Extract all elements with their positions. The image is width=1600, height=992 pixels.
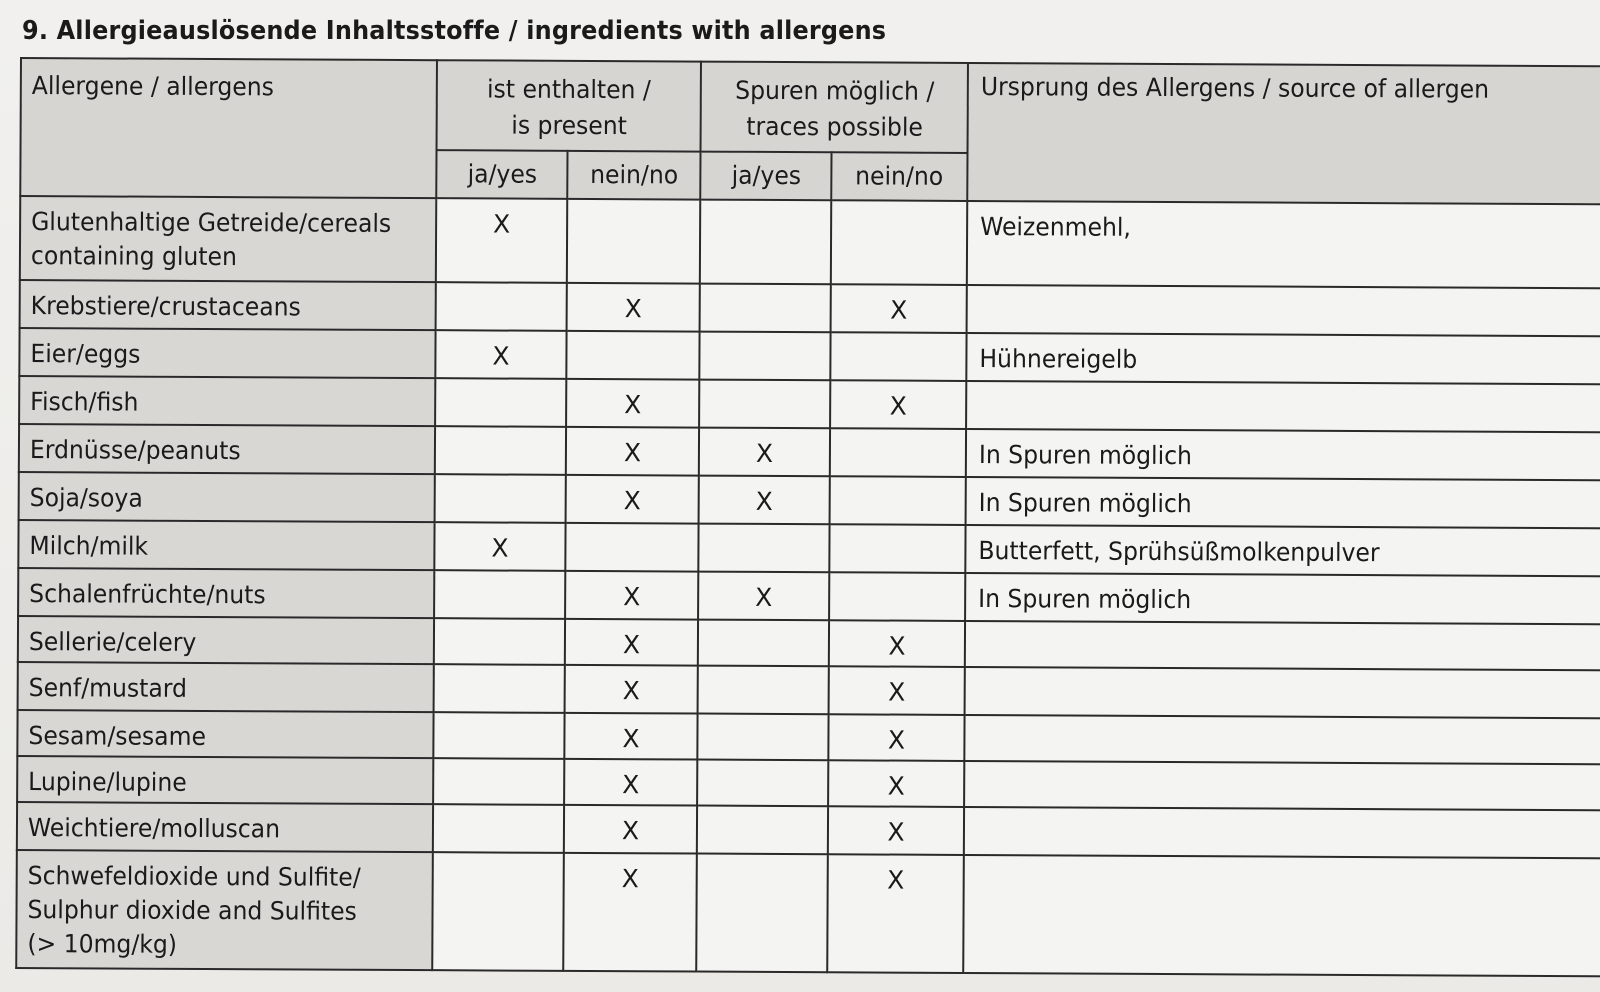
present-yes-mark: X <box>436 198 567 283</box>
traces-yes-mark <box>696 854 828 973</box>
present-yes-mark <box>432 852 564 971</box>
traces-yes-mark <box>698 620 829 667</box>
allergen-table <box>15 57 1600 977</box>
present-no-mark: X <box>566 427 699 476</box>
allergen-source-cell <box>967 201 1600 288</box>
allergen-name-cell <box>19 424 435 474</box>
allergen-name: Schwefeldioxide und Sulfite/ <box>27 861 361 892</box>
table-row <box>18 568 1600 624</box>
table-row <box>20 196 1600 288</box>
traces-no-mark: X <box>829 666 965 715</box>
allergen-name-cell <box>16 850 433 970</box>
traces-no-mark: X <box>828 714 964 761</box>
present-yes-mark <box>434 618 565 665</box>
traces-no-mark: X <box>829 620 965 667</box>
traces-yes-mark: X <box>699 428 830 477</box>
allergen-name: Milch/milk <box>29 531 149 561</box>
allergen-name: Lupine/lupine <box>28 767 187 797</box>
table-row <box>16 850 1600 976</box>
header-present-no: nein/no <box>567 151 700 200</box>
allergen-name: Sulphur dioxide and Sulfites <box>27 895 357 926</box>
header-source: Ursprung des Allergens / source of allergen <box>967 63 1600 204</box>
allergen-name: Soja/soya <box>29 483 143 513</box>
header-present-line1: ist enthalten / <box>486 74 651 105</box>
allergen-name-cell <box>19 328 435 378</box>
traces-no-mark: X <box>830 380 966 429</box>
traces-no-mark <box>831 200 967 285</box>
table-row <box>17 756 1600 810</box>
header-traces-no: nein/no <box>831 152 967 201</box>
traces-no-mark <box>830 476 966 525</box>
allergen-source: In Spuren möglich <box>978 584 1192 615</box>
present-no-mark: X <box>566 475 699 524</box>
traces-no-mark: X <box>828 806 964 855</box>
present-yes-mark <box>435 378 566 427</box>
traces-no-mark: X <box>827 854 964 973</box>
present-no-mark: X <box>567 283 700 332</box>
present-yes-mark: X <box>435 330 566 379</box>
allergen-name: Sesam/sesame <box>28 721 207 751</box>
traces-yes-mark: X <box>698 572 829 621</box>
section-title: 9. Allergieauslösende Inhaltsstoffe / ingredients with allergens <box>22 16 887 46</box>
present-yes-mark <box>433 758 564 805</box>
allergen-source-cell <box>964 715 1600 764</box>
allergen-name: Senf/mustard <box>28 673 188 703</box>
present-no-mark: X <box>566 379 699 428</box>
allergen-name-cell <box>18 568 434 618</box>
present-no-mark <box>566 331 699 380</box>
table-row <box>19 376 1600 432</box>
allergen-source-cell <box>966 477 1600 528</box>
present-no-mark <box>565 523 698 572</box>
allergen-source: Weizenmehl, <box>980 212 1132 242</box>
allergen-name: Krebstiere/crustaceans <box>30 291 301 322</box>
present-no-mark: X <box>564 713 697 760</box>
table-row <box>18 520 1600 576</box>
traces-yes-mark <box>697 760 828 807</box>
traces-no-mark: X <box>831 284 967 333</box>
allergen-name: (> 10mg/kg) <box>27 929 178 959</box>
allergen-source-cell <box>963 855 1600 976</box>
present-yes-mark <box>433 712 564 759</box>
allergen-source-cell <box>966 333 1600 384</box>
traces-yes-mark: X <box>699 476 830 525</box>
present-yes-mark: X <box>434 522 565 571</box>
traces-no-mark <box>830 428 966 477</box>
header-traces-possible <box>701 62 968 153</box>
header-traces-line2: traces possible <box>745 111 923 142</box>
header-present-yes: ja/yes <box>436 150 567 199</box>
traces-yes-mark <box>697 806 828 855</box>
allergen-source: In Spuren möglich <box>978 440 1193 471</box>
present-no-mark: X <box>565 619 698 666</box>
header-traces-yes: ja/yes <box>700 152 831 201</box>
allergen-source-cell <box>965 621 1600 670</box>
traces-yes-mark <box>700 200 831 285</box>
present-no-mark: X <box>564 759 697 806</box>
allergen-source: Hühnereigelb <box>979 344 1138 374</box>
traces-no-mark: X <box>828 760 964 807</box>
allergen-name-cell <box>19 472 435 522</box>
present-no-mark: X <box>563 853 697 972</box>
allergen-name-cell <box>19 376 435 426</box>
traces-yes-mark <box>697 714 828 761</box>
traces-yes-mark <box>698 666 829 715</box>
allergen-source-cell <box>964 761 1600 810</box>
allergen-source-cell <box>965 667 1600 718</box>
present-no-mark: X <box>565 571 698 620</box>
present-yes-mark <box>435 426 566 475</box>
allergen-name-cell <box>18 520 434 570</box>
allergen-name: Sellerie/celery <box>28 627 197 657</box>
allergen-source-cell <box>965 525 1600 576</box>
allergen-table-body <box>16 196 1600 976</box>
present-no-mark: X <box>564 805 697 854</box>
allergen-source-cell <box>966 381 1600 432</box>
allergen-table-wrapper <box>15 57 1600 977</box>
allergen-name: Erdnüsse/peanuts <box>29 435 241 466</box>
allergen-name: Weichtiere/molluscan <box>27 813 281 844</box>
allergen-source-cell <box>967 285 1600 336</box>
allergen-name-cell <box>17 802 433 852</box>
allergen-source-cell <box>965 573 1600 624</box>
traces-no-mark <box>829 572 965 621</box>
table-row <box>17 802 1600 858</box>
table-row <box>19 424 1600 480</box>
traces-no-mark <box>829 524 965 573</box>
allergen-name-cell <box>20 196 436 282</box>
allergen-name-cell <box>18 662 434 712</box>
table-row <box>17 710 1600 764</box>
present-yes-mark <box>433 804 564 853</box>
traces-yes-mark <box>700 284 831 333</box>
table-row <box>18 616 1600 670</box>
allergen-source-cell <box>966 429 1600 480</box>
table-row <box>19 328 1600 384</box>
allergen-source: Butterfett, Sprühsüßmolkenpulver <box>978 536 1380 568</box>
allergen-name: Glutenhaltige Getreide/cereals <box>31 207 392 238</box>
table-row <box>20 280 1600 336</box>
header-is-present <box>437 60 701 151</box>
header-present-line2: is present <box>510 110 627 141</box>
traces-no-mark <box>830 332 966 381</box>
allergen-source-cell <box>964 807 1600 858</box>
allergen-name-cell <box>17 710 433 758</box>
present-yes-mark <box>435 474 566 523</box>
header-traces-line1: Spuren möglich / <box>734 75 935 106</box>
present-yes-mark <box>436 282 567 331</box>
allergen-name-cell <box>20 280 436 330</box>
traces-yes-mark <box>699 380 830 429</box>
allergen-name: containing gluten <box>30 241 237 272</box>
table-row <box>18 662 1600 718</box>
allergen-name-cell <box>17 756 433 804</box>
allergen-source: In Spuren möglich <box>978 488 1192 519</box>
present-yes-mark <box>434 664 565 713</box>
allergen-name-cell <box>18 616 434 664</box>
allergen-name: Eier/eggs <box>30 339 141 369</box>
present-no-mark: X <box>565 665 698 714</box>
allergen-name: Schalenfrüchte/nuts <box>29 579 266 610</box>
header-allergen: Allergene / allergens <box>20 58 437 198</box>
traces-yes-mark <box>699 332 830 381</box>
present-yes-mark <box>434 570 565 619</box>
traces-yes-mark <box>698 524 829 573</box>
present-no-mark <box>567 199 700 284</box>
allergen-name: Fisch/fish <box>30 387 139 417</box>
table-row <box>19 472 1600 528</box>
